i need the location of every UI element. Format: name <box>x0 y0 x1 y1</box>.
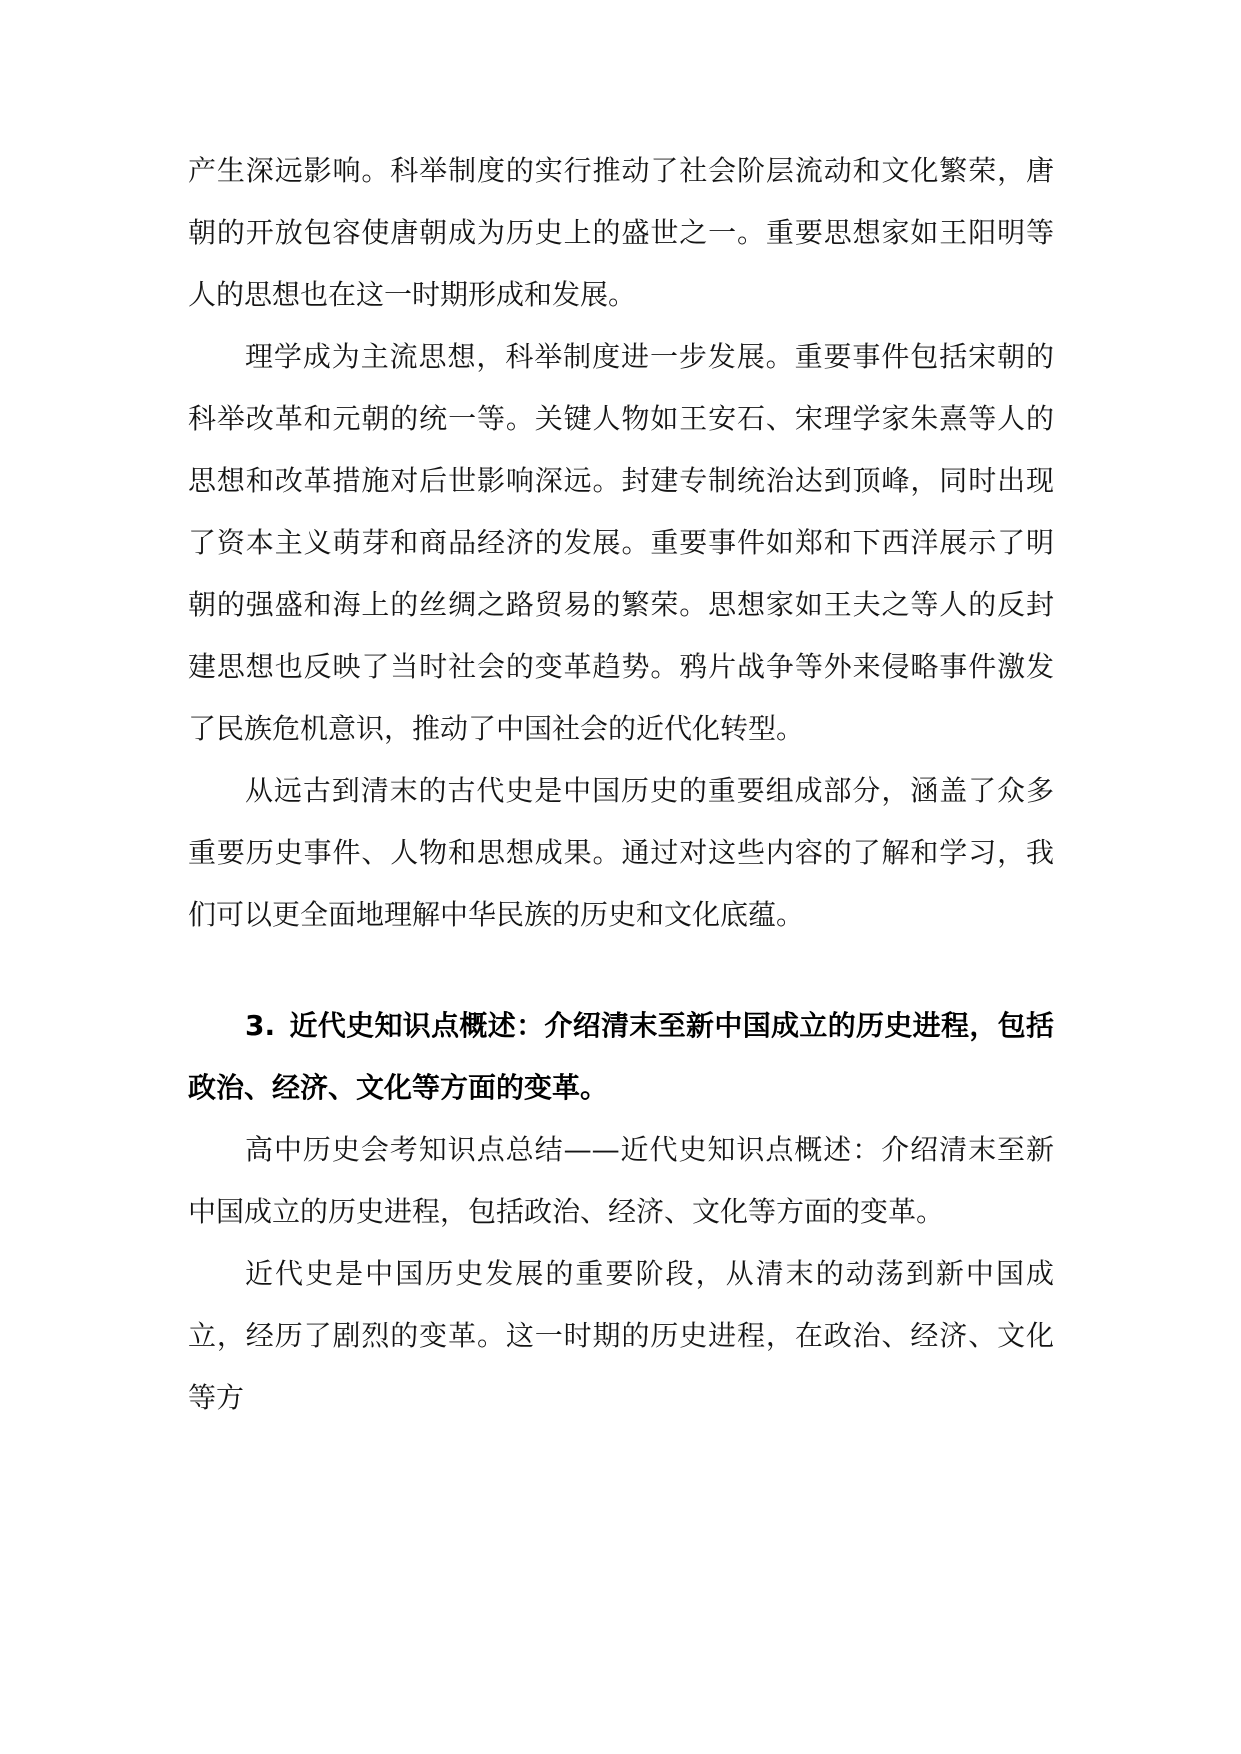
paragraph-modern-overview: 近代史是中国历史发展的重要阶段，从清末的动荡到新中国成立，经历了剧烈的变革。这一时期的历史进程，在政治、经济、文化等方 <box>188 1257 1054 1414</box>
paragraph-neo-confucianism: 理学成为主流思想，科举制度进一步发展。重要事件包括宋朝的科举改革和元朝的统一等。关键人物如王安石、宋理学家朱熹等人的思想和改革措施对后世影响深远。封建专制统治达到顶峰，同时出现了资本主义萌芽和商品经济的发展。重要事件如郑和下西洋展示了明朝的强盛和海上的丝绸之路贸易的繁荣。思想家如王夫之等人的反封建思想也反映了当时社会的变革趋势。鸦片战争等外来侵略事件激发了民族危机意识，推动了中国社会的近代化转型。 <box>188 340 1054 745</box>
paragraph-ancient-summary: 从远古到清末的古代史是中国历史的重要组成部分，涵盖了众多重要历史事件、人物和思想成果。通过对这些内容的了解和学习，我们可以更全面地理解中华民族的历史和文化底蕴。 <box>188 774 1054 931</box>
section-number: 3. <box>245 1009 276 1042</box>
paragraph-modern-intro: 高中历史会考知识点总结——近代史知识点概述：介绍清末至新中国成立的历史进程，包括政治、经济、文化等方面的变革。 <box>188 1133 1054 1228</box>
section-heading-3 <box>188 995 1054 1119</box>
document-body <box>188 140 1054 1429</box>
paragraph-continuation: 产生深远影响。科举制度的实行推动了社会阶层流动和文化繁荣，唐朝的开放包容使唐朝成为历史上的盛世之一。重要思想家如王阳明等人的思想也在这一时期形成和发展。 <box>188 154 1054 311</box>
section-heading-text: 近代史知识点概述：介绍清末至新中国成立的历史进程，包括政治、经济、文化等方面的变革。 <box>188 1009 1054 1104</box>
